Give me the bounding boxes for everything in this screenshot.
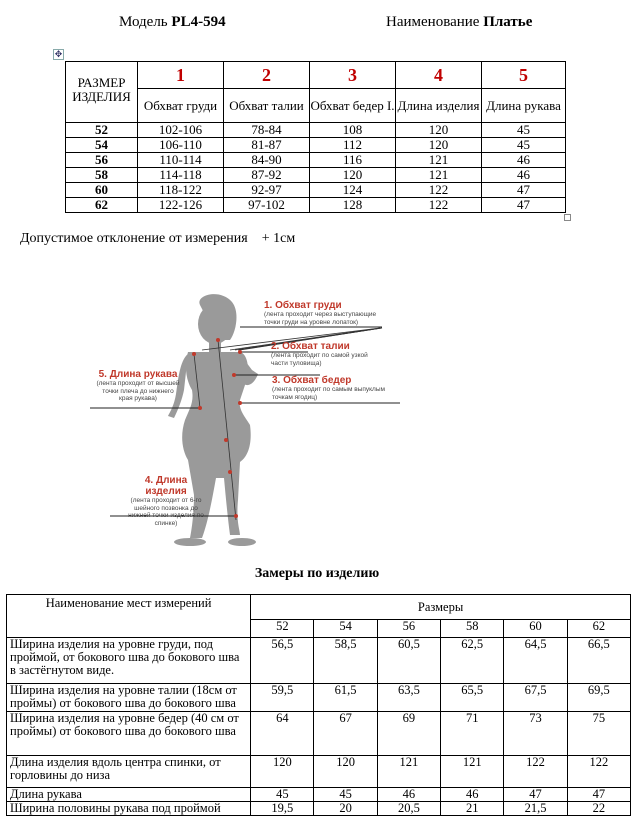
- table-cell: 63,5: [377, 684, 440, 712]
- table-cell: 110-114: [138, 153, 224, 168]
- col-label: Длина изделия: [396, 89, 482, 123]
- table-cell: 56,5: [251, 638, 314, 684]
- callout-title: 5. Длина рукава: [98, 369, 178, 380]
- table-cell: 108: [310, 123, 396, 138]
- table-cell: 19,5: [251, 802, 314, 816]
- table-row: [7, 712, 631, 756]
- table-cell: 75: [567, 712, 630, 756]
- table-cell: 67,5: [504, 684, 567, 712]
- table-cell: 47: [567, 788, 630, 802]
- table-cell: 47: [504, 788, 567, 802]
- size-table: [65, 61, 566, 213]
- callout-length: [126, 475, 206, 527]
- row-name: Длина изделия вдоль центра спинки, от горловины до низа: [7, 756, 251, 788]
- table-cell: 45: [314, 788, 377, 802]
- size-cell: 52: [66, 123, 138, 138]
- table-cell: 120: [314, 756, 377, 788]
- table-cell: 20: [314, 802, 377, 816]
- table-cell: 47: [482, 198, 566, 213]
- col-label: Обхват талии: [224, 89, 310, 123]
- table-resize-handle[interactable]: [564, 214, 571, 221]
- row-name: Ширина половины рукава под проймой: [7, 802, 251, 816]
- callout-hips: [272, 375, 397, 401]
- row-name: Ширина изделия на уровне груди, под проймой, от бокового шва до бокового шва в застёгнутом виде.: [7, 638, 251, 684]
- table-cell: 122: [396, 198, 482, 213]
- table-cell: 122-126: [138, 198, 224, 213]
- table-cell: 45: [482, 123, 566, 138]
- table-cell: 59,5: [251, 684, 314, 712]
- table-cell: 116: [310, 153, 396, 168]
- table-cell: 67: [314, 712, 377, 756]
- size-cell: 54: [66, 138, 138, 153]
- table-cell: 69,5: [567, 684, 630, 712]
- col-number: 2: [224, 62, 310, 89]
- tolerance-line: [20, 231, 295, 247]
- table-cell: 71: [441, 712, 504, 756]
- col-label: Обхват бедер I.: [310, 89, 396, 123]
- table-cell: 121: [441, 756, 504, 788]
- callout-title: 3. Обхват бедер: [272, 375, 352, 386]
- table-cell: 92-97: [224, 183, 310, 198]
- name-value: Платье: [483, 14, 533, 30]
- table-row: [66, 123, 566, 138]
- table-cell: 112: [310, 138, 396, 153]
- tolerance-value: + 1см: [261, 231, 296, 246]
- table-cell: 81-87: [224, 138, 310, 153]
- callout-note: (лента проходит по самым выпуклым точкам ягодиц): [272, 386, 385, 401]
- callout-title: 4. Длина изделия: [144, 475, 188, 497]
- table-cell: 65,5: [441, 684, 504, 712]
- table-cell: 120: [251, 756, 314, 788]
- table-cell: 22: [567, 802, 630, 816]
- table-cell: 122: [396, 183, 482, 198]
- sizes-header: Размеры: [251, 595, 631, 620]
- name-header: Наименование мест измерений: [7, 595, 251, 638]
- col-label: Обхват груди: [138, 89, 224, 123]
- table-cell: 120: [310, 168, 396, 183]
- size-cell: 62: [66, 198, 138, 213]
- callout-note: (лента проходит по самой узкой части туловища): [271, 352, 368, 367]
- size-header-cell: 56: [377, 620, 440, 638]
- table-row: [7, 802, 631, 816]
- table-cell: 69: [377, 712, 440, 756]
- row-name: Длина рукава: [7, 788, 251, 802]
- table-cell: 64,5: [504, 638, 567, 684]
- table-cell: 66,5: [567, 638, 630, 684]
- table-row: [7, 638, 631, 684]
- size-cell: 58: [66, 168, 138, 183]
- size-header-cell: 58: [441, 620, 504, 638]
- table-cell: 45: [251, 788, 314, 802]
- callout-bust: [264, 300, 394, 326]
- name-line: [386, 14, 532, 31]
- table-cell: 106-110: [138, 138, 224, 153]
- table-cell: 45: [482, 138, 566, 153]
- table-cell: 21: [441, 802, 504, 816]
- callout-note: (лента проходит от 6-го шейного позвонка до нижней точки изделия по спинке): [128, 497, 204, 527]
- size-header-cell: 54: [314, 620, 377, 638]
- model-label: Модель: [119, 14, 168, 30]
- size-header-cell: 62: [567, 620, 630, 638]
- size-cell: 60: [66, 183, 138, 198]
- table-cell: 58,5: [314, 638, 377, 684]
- callout-sleeve: [96, 369, 180, 403]
- measurements-title: Замеры по изделию: [254, 566, 380, 581]
- table-move-handle-icon[interactable]: ✥: [54, 49, 63, 59]
- table-cell: 64: [251, 712, 314, 756]
- tolerance-label: Допустимое отклонение от измерения: [20, 231, 248, 246]
- table-cell: 84-90: [224, 153, 310, 168]
- table-row: [66, 138, 566, 153]
- row-name: Ширина изделия на уровне талии (18см от проймы) от бокового шва до бокового шва: [7, 684, 251, 712]
- table-cell: 46: [482, 153, 566, 168]
- table-cell: 78-84: [224, 123, 310, 138]
- size-header: РАЗМЕР ИЗДЕЛИЯ: [66, 62, 138, 123]
- table-cell: 121: [377, 756, 440, 788]
- table-cell: 21,5: [504, 802, 567, 816]
- table-cell: 118-122: [138, 183, 224, 198]
- table-cell: 122: [567, 756, 630, 788]
- col-number: 3: [310, 62, 396, 89]
- model-value: PL4-594: [171, 14, 226, 30]
- col-label: Длина рукава: [482, 89, 566, 123]
- table-cell: 122: [504, 756, 567, 788]
- table-row: [7, 788, 631, 802]
- table-cell: 97-102: [224, 198, 310, 213]
- table-cell: 60,5: [377, 638, 440, 684]
- table-row: [7, 684, 631, 712]
- measurements-table: [6, 594, 631, 816]
- table-cell: 46: [377, 788, 440, 802]
- size-cell: 56: [66, 153, 138, 168]
- col-number: 4: [396, 62, 482, 89]
- table-cell: 102-106: [138, 123, 224, 138]
- callout-note: (лента проходит через выступающие точки груди на уровне лопаток): [264, 311, 377, 326]
- table-cell: 62,5: [441, 638, 504, 684]
- size-header-cell: 60: [504, 620, 567, 638]
- size-header-cell: 52: [251, 620, 314, 638]
- col-number: 1: [138, 62, 224, 89]
- table-cell: 121: [396, 168, 482, 183]
- row-name: Ширина изделия на уровне бедер (40 см от проймы) от бокового шва до бокового шва: [7, 712, 251, 756]
- table-cell: 61,5: [314, 684, 377, 712]
- table-cell: 20,5: [377, 802, 440, 816]
- callout-waist: [271, 341, 383, 367]
- model-line: [119, 14, 226, 31]
- table-cell: 47: [482, 183, 566, 198]
- name-label: Наименование: [386, 14, 480, 30]
- table-cell: 128: [310, 198, 396, 213]
- table-cell: 87-92: [224, 168, 310, 183]
- table-cell: 124: [310, 183, 396, 198]
- table-cell: 46: [441, 788, 504, 802]
- table-row: [66, 153, 566, 168]
- table-cell: 120: [396, 138, 482, 153]
- callout-title: 2. Обхват талии: [271, 341, 350, 352]
- table-cell: 120: [396, 123, 482, 138]
- table-cell: 114-118: [138, 168, 224, 183]
- table-row: [66, 168, 566, 183]
- table-row: [7, 756, 631, 788]
- callout-note: (лента проходит от высшей точки плеча до нижнего края рукава): [96, 380, 180, 402]
- col-number: 5: [482, 62, 566, 89]
- table-cell: 73: [504, 712, 567, 756]
- callout-title: 1. Обхват груди: [264, 300, 342, 311]
- table-cell: 121: [396, 153, 482, 168]
- table-row: [66, 183, 566, 198]
- table-row: [66, 198, 566, 213]
- table-cell: 46: [482, 168, 566, 183]
